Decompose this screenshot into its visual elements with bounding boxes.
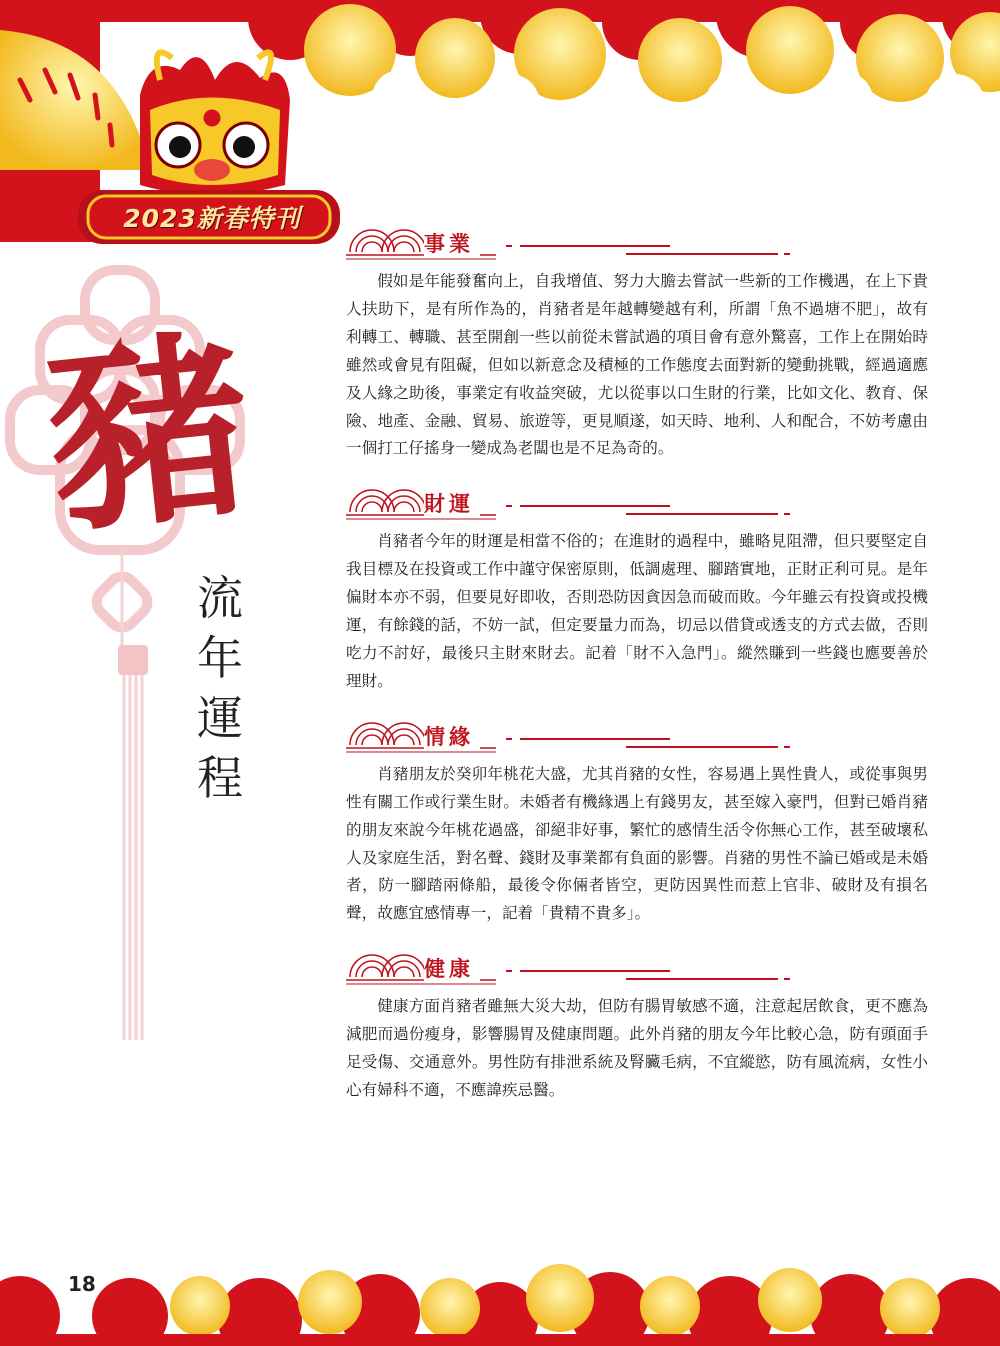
lion-dance-head-icon <box>140 52 290 195</box>
article-content <box>346 228 928 1130</box>
title-char: 程 <box>197 751 243 805</box>
title-char: 流 <box>197 571 243 625</box>
section-header <box>346 228 928 264</box>
cloud-divider-icon <box>346 721 796 757</box>
section-body: 假如是年能發奮向上，自我增值、努力大膽去嘗試一些新的工作機遇，在上下貴人扶助下，是有所作為的，肖豬者是年越轉變越有利，所謂「魚不過塘不肥」，故有利轉工、轉職、甚至開創一些以前從未嘗試過的項目會有意外驚喜，工作上在開始時雖然或會見有阻礙，但如以新意念及積極的工作態度去面對新的變動挑戰，經過適應及人緣之助後，事業定有收益突破，尤以從事以口生財的行業，比如文化、教育、保險、地產、金融、貿易、旅遊等，更見順遂，如天時、地利、人和配合，不妨考慮由一個打工仔搖身一變成為老闆也是不足為奇的。 <box>346 272 928 458</box>
title-char: 運 <box>197 691 243 745</box>
section-wealth <box>346 488 928 695</box>
section-career <box>346 228 928 463</box>
section-body: 健康方面肖豬者雖無大災大劫，但防有腸胃敏感不適，注意起居飲食，更不應為減肥而過份瘦身，影響腸胃及健康問題。此外肖豬的朋友今年比較心急，防有頭面手足受傷、交通意外。男性防有排泄系統及腎臟毛病，不宜縱慾，防有風流病，女性小心有婦科不適，不應諱疾忌醫。 <box>346 997 928 1099</box>
section-title: 情緣 <box>424 721 480 751</box>
section-header <box>346 488 928 524</box>
bottom-cloud-decoration <box>0 1256 1000 1346</box>
zodiac-character: 豬 <box>37 307 261 562</box>
cloud-divider-icon <box>346 953 796 989</box>
section-body: 肖豬者今年的財運是相當不俗的；在進財的過程中，雖略見阻滯，但只要堅定自我目標及在投資或工作中謹守保密原則，低調處理、腳踏實地，正財正利可見。是年偏財本亦不弱，但要見好即收，否則恐防因貪因急而破而敗。今年雖云有投資或投機運，有餘錢的話，不妨一試，但定要量力而為，切忌以借貸或透支的方式去做，否則吃力不討好，最後只主財來財去。記着「財不入急門」。縱然賺到一些錢也應要善於理財。 <box>346 532 928 690</box>
cloud-divider-icon <box>346 228 796 264</box>
title-char: 年 <box>197 631 243 685</box>
section-romance <box>346 721 928 928</box>
section-body: 肖豬朋友於癸卯年桃花大盛，尤其肖豬的女性，容易遇上異性貴人，或從事與男性有關工作或行業生財。未婚者有機緣遇上有錢男友，甚至嫁入豪門，但對已婚肖豬的朋友來說今年桃花過盛，卻絕非好事，繁忙的感情生活令你無心工作，甚至破壞私人及家庭生活，對名聲、錢財及事業都有負面的影響。肖豬的男性不論已婚或是未婚者，防一腳踏兩條船，最後令你倆者皆空，更防因異性而惹上官非、破財及有損名聲，故應宜感情專一，記着「貴精不貴多」。 <box>346 764 928 923</box>
page-number: 18 <box>68 1272 96 1296</box>
section-health <box>346 953 928 1105</box>
section-title: 財運 <box>424 488 480 518</box>
cloud-divider-icon <box>346 488 796 524</box>
yearly-fortune-title <box>188 568 252 808</box>
section-title: 健康 <box>424 953 480 983</box>
section-title: 事業 <box>424 228 480 258</box>
section-header <box>346 721 928 757</box>
section-header <box>346 953 928 989</box>
issue-badge: 2023新春特刊 <box>123 204 301 233</box>
